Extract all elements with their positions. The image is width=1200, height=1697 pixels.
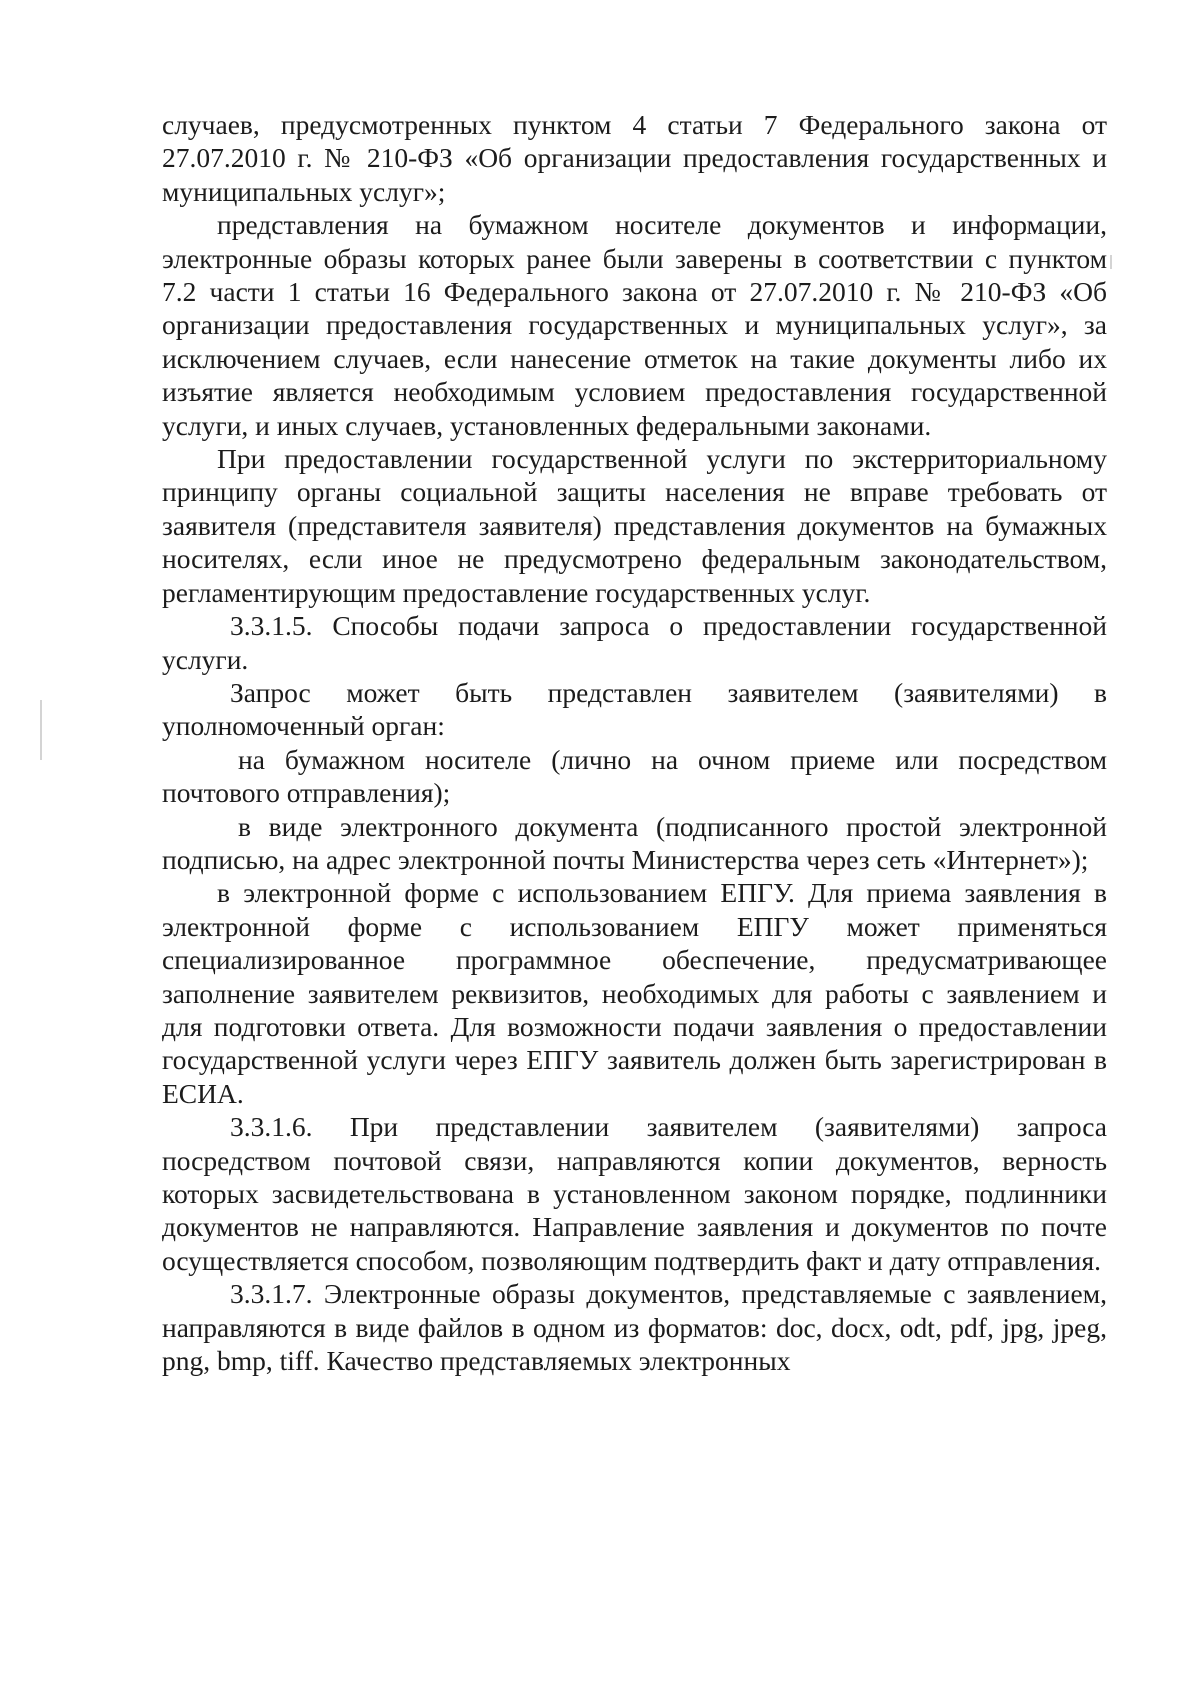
list-item: на бумажном носителе (лично на очном приеме или посредством почтового отправления); <box>162 743 1107 809</box>
paragraph: случаев, предусмотренных пунктом 4 статьи 7 Федерального закона от 27.07.2010 г. № 210-ФЗ «Об организации предоставления государственных и муниципальных услуг»; <box>162 109 1107 207</box>
section-paragraph-3-3-1-6: 3.3.1.6. При представлении заявителем (заявителями) запроса посредством почтовой связи, направляются копии документов, верность которых засвидетельствована в установленном законом порядке, подлинники документов не направляются. Направление заявления и документов по почте осуществляется способом, позволяющим подтвердить факт и дату отправления. <box>162 1111 1107 1276</box>
scan-artifact-left <box>40 700 42 760</box>
list-item: в виде электронного документа (подписанного простой электронной подписью, на адрес электронной почты Министерства через сеть «Интернет»); <box>162 810 1107 875</box>
section-heading-3-3-1-5: 3.3.1.5. Способы подачи запроса о предоставлении государственной услуги. <box>162 610 1107 675</box>
list-item: в электронной форме с использованием ЕПГУ. Для приема заявления в электронной форме с использованием ЕПГУ может применяться специализированное программное обеспечение, предусматривающее заполнение заявителем реквизитов, необходимых для работы с заявлением и для подготовки ответа. Для возможности подачи заявления о предоставлении государственной услуги через ЕПГУ заявитель должен быть зарегистрирован в ЕСИА. <box>162 877 1107 1109</box>
document-body <box>162 108 1107 1377</box>
section-paragraph-3-3-1-7: 3.3.1.7. Электронные образы документов, представляемые с заявлением, направляются в виде файлов в одном из форматов: doc, docx, odt, pdf, jpg, jpeg, png, bmp, tiff. Качество представляемых электронных <box>162 1278 1107 1377</box>
scan-artifact-right <box>1110 255 1112 269</box>
paragraph: представления на бумажном носителе документов и информации, электронные образы которых ранее были заверены в соответствии с пунктом 7.2 части 1 статьи 16 Федерального закона от 27.07.2010 г. № 210-ФЗ «Об организации предоставления государственных и муниципальных услуг», за исключением случаев, если нанесение отметок на такие документы либо их изъятие является необходимым условием предоставления государственной услуги, и иных случаев, установленных федеральными законами. <box>162 209 1107 441</box>
paragraph: Запрос может быть представлен заявителем (заявителями) в уполномоченный орган: <box>162 676 1107 742</box>
paragraph: При предоставлении государственной услуги по экстерриториальному принципу органы социальной защиты населения не вправе требовать от заявителя (представителя заявителя) представления документов на бумажных носителях, если иное не предусмотрено федеральным законодательством, регламентирующим предоставление государственных услуг. <box>162 443 1107 608</box>
